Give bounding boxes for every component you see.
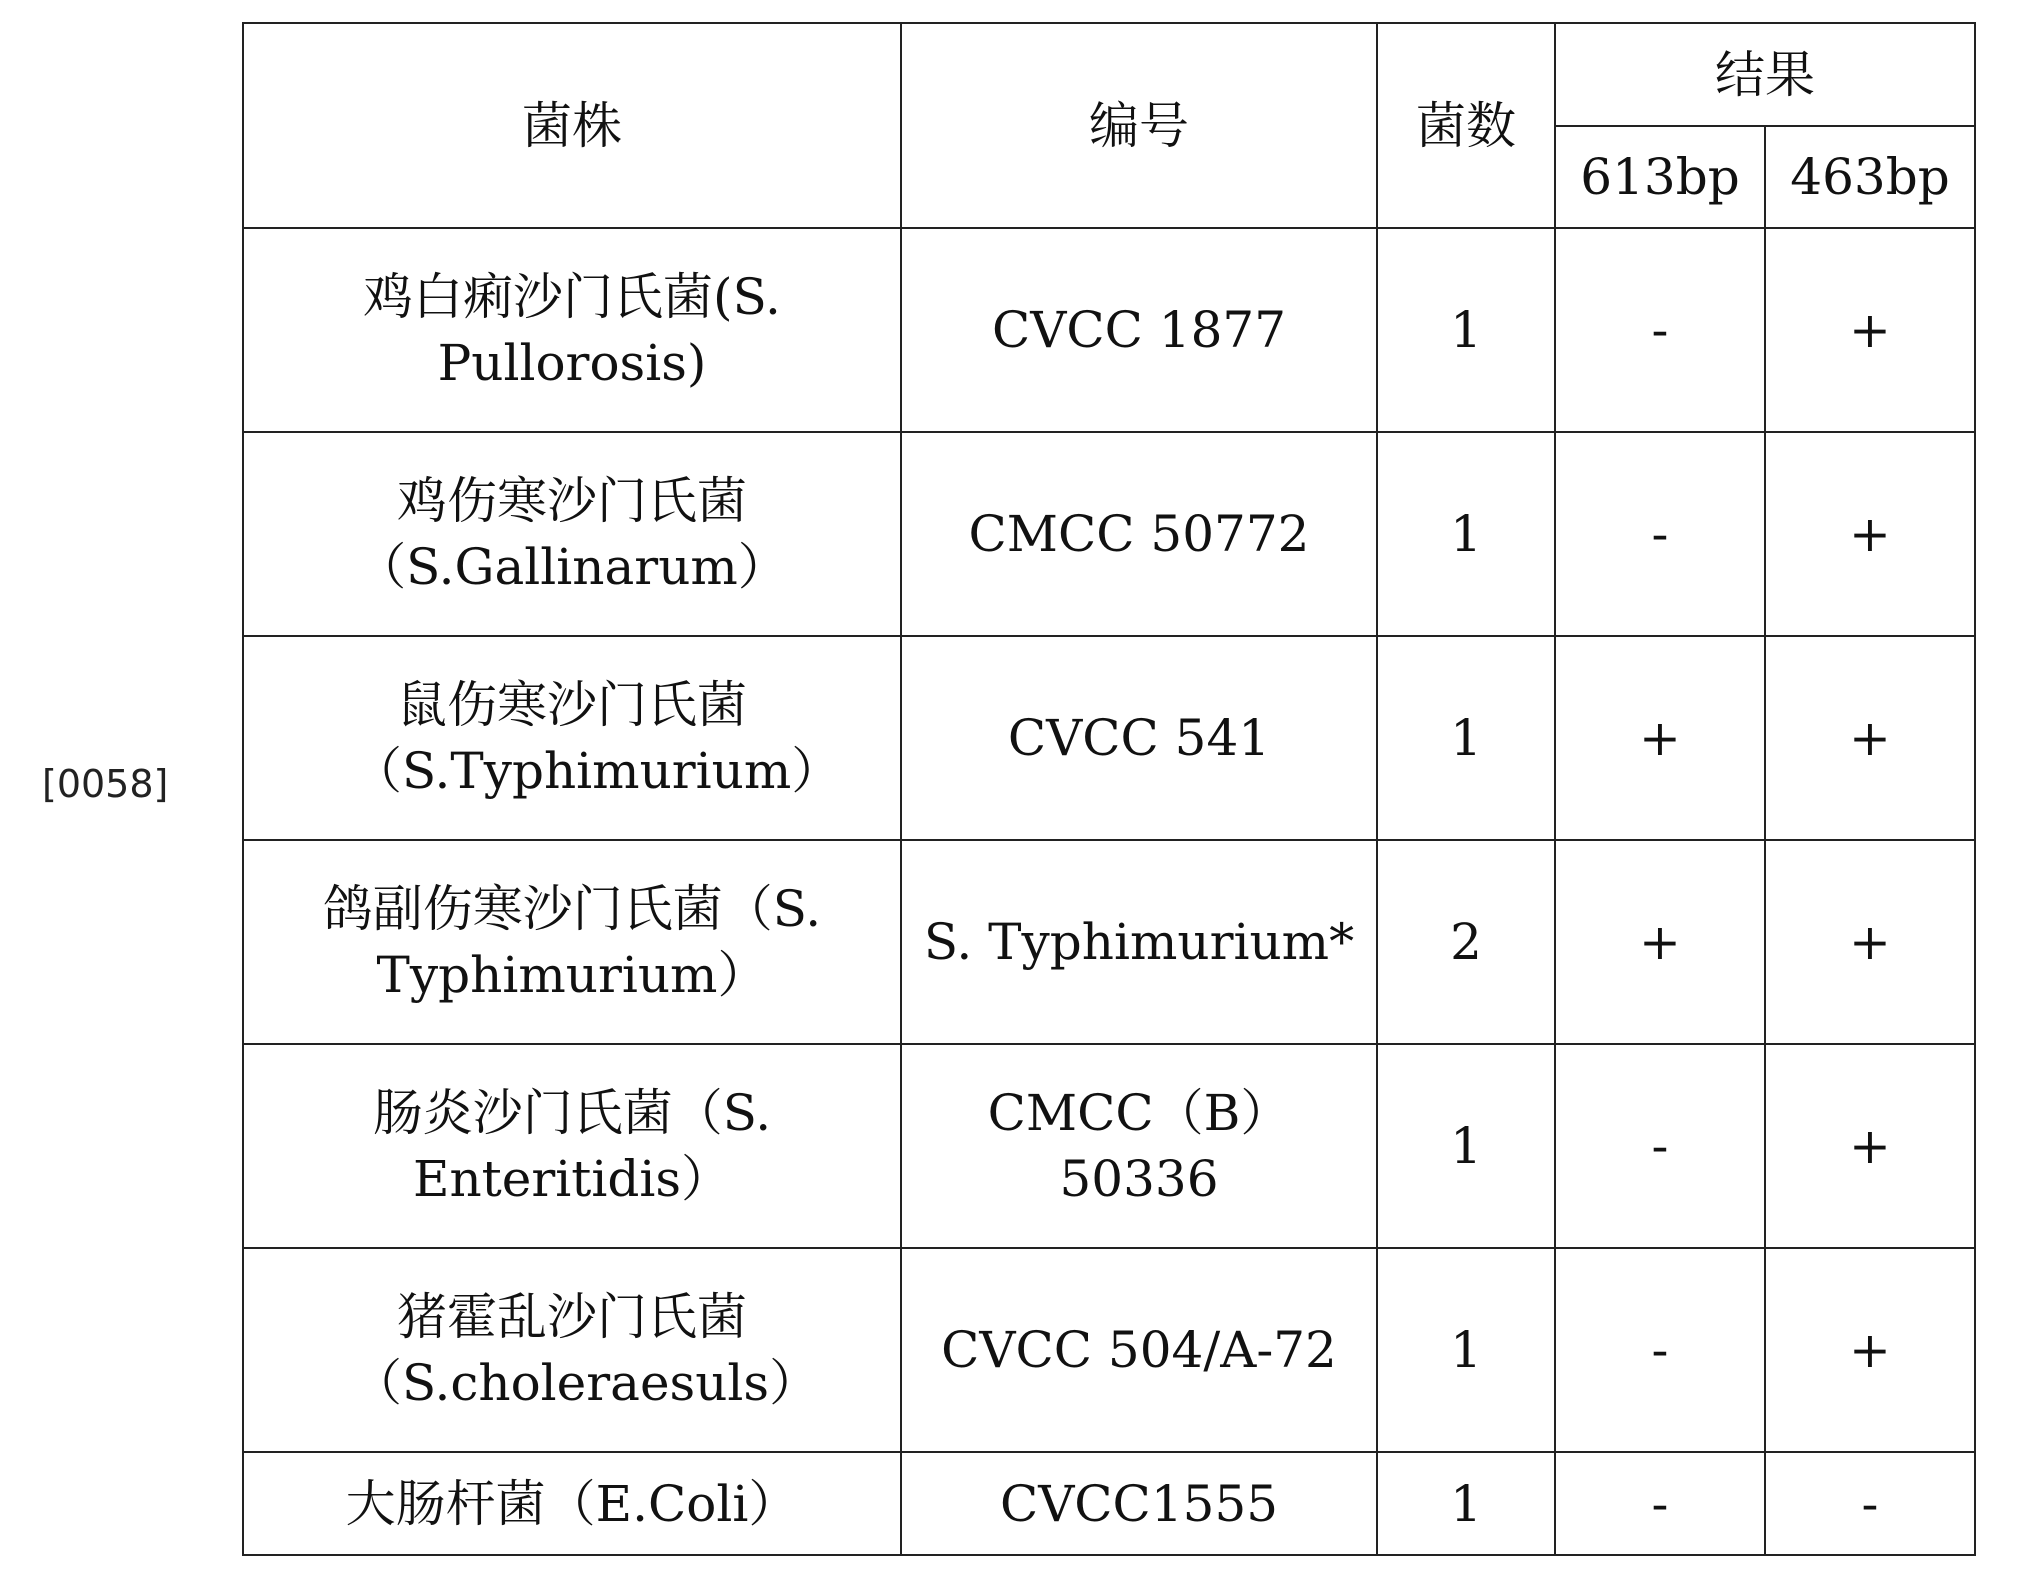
result-463bp-cell: + [1765, 432, 1975, 636]
result-463bp-cell: + [1765, 1044, 1975, 1248]
strain-name: 鼠伤寒沙门氏菌（S.Typhimurium） [352, 676, 842, 800]
results-table [242, 22, 1976, 1556]
table-row [243, 1044, 1975, 1248]
result-463bp-cell: + [1765, 228, 1975, 432]
header-row-top [243, 23, 1975, 126]
result-613bp-cell: - [1555, 1044, 1765, 1248]
table-row [243, 1452, 1975, 1555]
strain-name: 肠炎沙门氏菌（S. Enteritidis） [372, 1084, 772, 1208]
strain-cell [243, 1044, 901, 1248]
paragraph-number: [0058] [42, 762, 169, 806]
table-row [243, 228, 1975, 432]
table-row [243, 840, 1975, 1044]
result-613bp-cell: + [1555, 636, 1765, 840]
table-row [243, 1248, 1975, 1452]
number-cell: CVCC1555 [901, 1452, 1377, 1555]
number-cell: CVCC 541 [901, 636, 1377, 840]
number-cell: CVCC 1877 [901, 228, 1377, 432]
count-cell: 1 [1377, 1248, 1555, 1452]
strain-name: 鸽副伤寒沙门氏菌（S. Typhimurium） [322, 880, 822, 1004]
count-cell: 1 [1377, 1044, 1555, 1248]
count-cell: 1 [1377, 432, 1555, 636]
strain-name: 猪霍乱沙门氏菌（S.choleraesuls） [352, 1288, 820, 1412]
count-cell: 1 [1377, 1452, 1555, 1555]
header-count: 菌数 [1377, 23, 1555, 228]
result-463bp-cell: - [1765, 1452, 1975, 1555]
header-463bp: 463bp [1765, 126, 1975, 228]
result-613bp-cell: + [1555, 840, 1765, 1044]
result-463bp-cell: + [1765, 840, 1975, 1044]
result-613bp-cell: - [1555, 228, 1765, 432]
table-row [243, 432, 1975, 636]
number-cell: S. Typhimurium* [901, 840, 1377, 1044]
header-strain: 菌株 [243, 23, 901, 228]
strain-name: 鸡白痢沙门氏菌(S. Pullorosis) [363, 268, 781, 392]
result-463bp-cell: + [1765, 1248, 1975, 1452]
count-cell: 1 [1377, 228, 1555, 432]
result-463bp-cell: + [1765, 636, 1975, 840]
header-613bp: 613bp [1555, 126, 1765, 228]
result-613bp-cell: - [1555, 1452, 1765, 1555]
strain-cell [243, 432, 901, 636]
result-613bp-cell: - [1555, 432, 1765, 636]
count-cell: 1 [1377, 636, 1555, 840]
number-cell: CMCC 50772 [901, 432, 1377, 636]
strain-cell [243, 840, 901, 1044]
number-cell: CVCC 504/A-72 [901, 1248, 1377, 1452]
table-row [243, 636, 1975, 840]
strain-cell [243, 1452, 901, 1555]
strain-cell [243, 1248, 901, 1452]
header-result: 结果 [1555, 23, 1975, 126]
strain-name: 大肠杆菌（E.Coli） [345, 1474, 799, 1533]
header-number: 编号 [901, 23, 1377, 228]
result-613bp-cell: - [1555, 1248, 1765, 1452]
strain-cell [243, 228, 901, 432]
strain-cell [243, 636, 901, 840]
count-cell: 2 [1377, 840, 1555, 1044]
strain-name: 鸡伤寒沙门氏菌（S.Gallinarum） [356, 472, 788, 596]
number-cell: CMCC（B）50336 [901, 1044, 1377, 1248]
